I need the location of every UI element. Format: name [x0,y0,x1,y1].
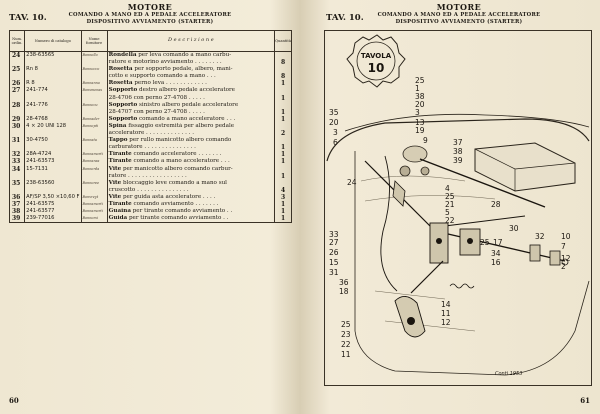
diagram-frame [324,30,592,386]
row-number [10,130,25,137]
exploded-diagram [325,31,591,385]
table-row [10,59,292,66]
supplier-name [81,144,107,151]
callout-number: 4 [445,184,450,193]
subtitle-left-1: COMANDO A MANO ED A PEDALE ACCELERATORE [68,12,232,18]
description-rest: sinistro albero pedale acceleratore [137,101,239,108]
description [107,73,274,80]
col-supplier: Nome fornitore [81,31,107,52]
badge-word: TAVOLA [360,52,392,60]
callout-number: 25 [341,320,351,329]
table-row [10,158,292,165]
row-number: 26 [10,80,25,87]
description [107,144,274,151]
page-title-left: MOTORE [127,2,173,12]
col-num: Num. ordin. [10,31,25,52]
catalog-number: 28A-4724 [25,151,81,158]
callout-number: 9 [423,136,428,145]
callout-number: 11 [441,309,451,318]
description-keyword: Guaina [108,208,131,215]
right-page [300,0,600,414]
page-title-right: MOTORE [436,2,482,12]
callout-number: 38 [453,147,463,156]
description-keyword: Vite [108,165,122,172]
catalog-number: 241-776 [25,102,81,109]
row-number: 29 [10,116,25,123]
quantity: 4 [275,187,292,194]
callout-number: 26 [329,248,339,257]
tav-label-left: TAV. 10. [9,13,47,23]
supplier-name: Bonnamorti [81,208,107,215]
supplier-name: Bonnepti [81,123,107,130]
row-number: 25 [10,66,25,73]
callout-number: 36 [339,278,349,287]
quantity: 1 [275,95,292,102]
callout-number: 31 [329,268,339,277]
table-row [10,215,292,223]
table-row [10,95,292,102]
row-number: 32 [10,151,25,158]
table-row [10,130,292,137]
table-row [10,102,292,109]
callout-number: 27 [329,238,339,247]
quantity [275,180,292,187]
row-number: 33 [10,158,25,165]
callout-number: 12 [561,254,571,263]
description-rest: per tirante comando avviamento . . [127,215,229,222]
description-keyword: Tirante [108,200,132,207]
quantity [275,102,292,109]
description [107,215,274,223]
badge-number: 10 [367,61,385,75]
row-number [10,173,25,180]
description [107,109,274,116]
table-row [10,66,292,73]
catalog-number [25,73,81,80]
catalog-number: 241-63573 [25,158,81,165]
callout-number: 25 [480,238,490,247]
callout-number: 25 [445,192,455,201]
callout-number: 13 [415,118,425,127]
quantity [275,66,292,73]
quantity: 1 [275,116,292,123]
table-row [10,73,292,80]
row-number [10,73,25,80]
table-row [10,166,292,173]
catalog-number: 241-774 [25,87,81,94]
description-rest: 28-4707 con perno 27-4708 . . . . . [108,108,205,115]
supplier-name: Bonvreyt [81,194,107,201]
catalog-number: 4 × 20 UNI 128 [25,123,81,130]
supplier-name: Bonnoree [81,180,107,187]
quantity: 1 [275,109,292,116]
description [107,123,274,130]
catalog-number: 239-77016 [25,215,81,223]
table-row [10,208,292,215]
description-rest: ratore e motorino avviamento . . . . . . . . [108,59,222,66]
callout-number: 12 [441,318,451,327]
description-keyword: Tappo [108,137,128,144]
description-rest: comando a mano acceleratore . . . [137,115,236,122]
supplier-name: Bonnamorti [81,201,107,208]
row-number [10,109,25,116]
callout-number: 7 [561,242,566,251]
quantity: 1 [275,208,292,215]
catalog-number: 30-4750 [25,137,81,144]
supplier-name: Bonsmenas [81,87,107,94]
table-row [10,87,292,94]
table-row [10,201,292,208]
callout-number: 34 [491,249,501,258]
supplier-name: Bonnanno [81,80,107,87]
supplier-name [81,130,107,137]
catalog-number [25,130,81,137]
description [107,95,274,102]
callout-number: 22 [341,340,351,349]
catalog-number: 15-7131 [25,166,81,173]
col-catalog: Numero di catalogo [25,31,81,52]
description-rest: per manicotto albero comando carbur- [121,165,233,172]
description [107,180,274,187]
catalog-number [25,173,81,180]
callout-number: 28 [491,200,501,209]
subtitle-right-2: DISPOSITIVO AVVIAMENTO (STARTER) [395,19,523,25]
row-number [10,95,25,102]
description-keyword: Spina [108,122,127,129]
table-row [10,144,292,151]
description [107,80,274,87]
description-rest: per leva comando a mano carbu- [136,52,232,58]
quantity: 1 [275,80,292,87]
quantity: 1 [275,201,292,208]
subtitle-left-2: DISPOSITIVO AVVIAMENTO (STARTER) [86,19,214,25]
callout-number: 37 [453,138,463,147]
description-rest: bloccaggio leve comando a mano sul [121,179,227,186]
supplier-name [81,109,107,116]
callout-number: 32 [535,232,545,241]
supplier-name: Bonnansa [81,158,107,165]
row-number: 38 [10,208,25,215]
description-rest: per tirante comando avviamento . . [130,208,233,215]
col-quantity: Quantità [275,31,292,52]
description [107,194,274,201]
callout-number: 35 [329,108,339,117]
catalog-number [25,187,81,194]
quantity [275,166,292,173]
callout-number: 20 [329,118,339,127]
description-rest: comando acceleratore . . . . . . . [131,151,222,158]
description-keyword: Sopporto [108,115,138,122]
table-row [10,109,292,116]
tavola-badge [347,35,405,87]
quantity: 1 [275,151,292,158]
callout-number: 11 [341,350,351,359]
callout-number: 21 [445,200,455,209]
callout-number: 15 [329,258,339,267]
quantity: 1 [275,215,292,223]
catalog-number: 238-63565 [25,52,81,60]
description [107,59,274,66]
description-keyword: Guida [108,215,128,222]
catalog-number: 241-63577 [25,208,81,215]
description-rest: perno leva . . . . . . . . . . . . [132,80,207,87]
row-number: 39 [10,215,25,223]
supplier-name: Bonnello [81,52,107,60]
callout-number: 17 [493,238,503,247]
description [107,66,274,73]
supplier-name: Bonnerda [81,166,107,173]
supplier-name: Bonnamorti [81,151,107,158]
table-row [10,187,292,194]
description-keyword: Tirante [108,151,132,158]
description [107,173,274,180]
supplier-name [81,173,107,180]
callout-number: 3 [415,108,420,117]
catalog-number: Rn 8 [25,66,81,73]
supplier-name [81,187,107,194]
catalog-number: 28-4768 [25,116,81,123]
description-rest: destro albero pedale acceleratore [137,87,235,94]
row-number [10,144,25,151]
table-row [10,173,292,180]
description [107,158,274,165]
row-number: 35 [10,180,25,187]
description-keyword: Rondella [108,52,137,58]
description-rest: per sopporto pedale, albero, mani- [132,66,233,73]
tav-label-right: TAV. 10. [326,13,364,23]
description-rest: acceleratore . . . . . . . . . . . . . . [108,130,195,137]
callout-number: 20 [415,100,425,109]
row-number: 31 [10,137,25,144]
quantity [275,87,292,94]
row-number: 30 [10,123,25,130]
quantity: 1 [275,158,292,165]
description-keyword: Rosetta [108,66,133,73]
description-rest: per guida asta acceleratore . . . . [121,193,216,200]
table-header-row [10,31,292,52]
table-row [10,194,292,201]
catalog-number [25,109,81,116]
callout-number: 30 [509,224,519,233]
supplier-name: Bonnata [81,137,107,144]
description [107,130,274,137]
description-keyword: Sopporto [108,101,138,108]
callout-number: 10 [561,232,571,241]
table-row [10,137,292,144]
table-row [10,180,292,187]
supplier-name: Bonnecu [81,102,107,109]
artist-signature: Conti 1953 [495,371,523,377]
table-row [10,123,292,130]
callout-number: 23 [341,330,351,339]
description [107,151,274,158]
callout-number: 6 [333,138,338,147]
row-number: 37 [10,201,25,208]
quantity: 3 [275,194,292,201]
description [107,187,274,194]
callout-number: 3 [333,128,338,137]
callout-number: 25 [415,76,425,85]
catalog-number [25,144,81,151]
col-description: D e s c r i z i o n e [107,31,274,52]
quantity: 8 [275,73,292,80]
description [107,166,274,173]
catalog-number [25,59,81,66]
description [107,52,274,60]
callout-number: 2 [561,262,566,271]
description-rest: ratore . . . . . . . . . . . . . . . . . [108,172,187,179]
catalog-number: AF/SP 3,50 ×10,60 F [26,193,80,200]
description-rest: comando avviamento . . . . . . . [131,200,219,207]
supplier-name: Bonnocco [81,66,107,73]
row-number: 28 [10,102,25,109]
description [107,116,274,123]
quantity: 8 [275,59,292,66]
callout-number: 38 [415,92,425,101]
supplier-name: Bonnomi [81,215,107,223]
supplier-name [81,95,107,102]
description [107,137,274,144]
callout-number: 18 [339,287,349,296]
quantity [275,137,292,144]
callout-number: 39 [453,156,463,165]
description-keyword: Sopporto [108,87,138,94]
description-rest: cruscotto . . . . . . . . . . . . . . . [108,186,189,193]
page-number-right: 61 [580,396,590,405]
callout-number: 19 [415,126,425,135]
row-number: 24 [10,52,25,60]
catalog-number: R 8 [25,80,81,87]
table-row [10,52,292,60]
callout-number: 33 [329,230,339,239]
description-rest: per rullo manicotto albero comando [127,137,232,144]
description-rest: carburatore . . . . . . . . . . . . . . . [108,144,196,151]
quantity: 1 [275,173,292,180]
row-number [10,187,25,194]
catalog-number [25,95,81,102]
description-keyword: Vite [108,179,122,186]
row-number [10,59,25,66]
description-rest: fissaggio estremità per albero pedale [126,122,235,129]
callout-number: 22 [445,216,455,225]
row-number: 34 [10,166,25,173]
supplier-name: Bonnader [81,116,107,123]
callout-number: 1 [415,84,420,93]
table-row [10,80,292,87]
description-rest: comando a mano acceleratore . . . [131,158,230,165]
description-rest: 28-4706 con perno 27-4708 . . . . . [108,94,205,101]
description [107,102,274,109]
description-keyword: Tirante [108,158,132,165]
table-row [10,151,292,158]
callout-number: 14 [441,300,451,309]
supplier-name [81,73,107,80]
callout-number: 16 [491,258,501,267]
description-rest: cotto e supporto comando a mano . . . [108,73,216,80]
description [107,208,274,215]
description-keyword: Vite [108,193,122,200]
supplier-name [81,59,107,66]
parts-table [9,30,292,223]
callout-number: 24 [347,178,357,187]
page-number-left: 60 [9,396,19,405]
description [107,201,274,208]
description-keyword: Rosetta [108,80,133,87]
quantity: 1 [275,144,292,151]
callout-number: 5 [445,208,450,217]
row-number: 27 [10,87,25,94]
catalog-number: 241-63575 [25,201,81,208]
row-number: 36 [10,194,25,201]
subtitle-right-1: COMANDO A MANO ED A PEDALE ACCELERATORE [377,12,541,18]
quantity: 2 [275,130,292,137]
quantity [275,52,292,60]
table-row [10,116,292,123]
quantity [275,123,292,130]
description [107,87,274,94]
catalog-number: 238-63560 [25,180,81,187]
